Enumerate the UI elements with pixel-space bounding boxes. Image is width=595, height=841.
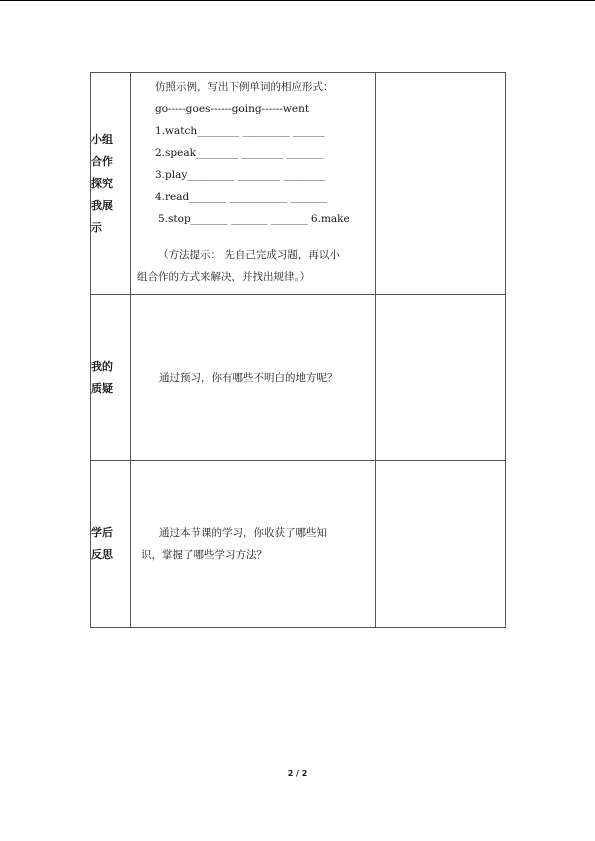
row-blank-cell [376, 295, 506, 461]
row-blank-cell [376, 461, 506, 628]
row-label-group-work [91, 73, 131, 295]
label-line: 我展 [91, 198, 113, 212]
exercise-line: 2.speak________ ________ _______ [155, 147, 324, 159]
exercise-line: 1.watch________ _________ ______ [155, 125, 325, 137]
row-content-group-work [131, 73, 376, 295]
label-line: 探究 [91, 176, 113, 190]
exercise-line: 5.stop_______ _______ _______ 6.make [158, 213, 350, 225]
row-content-questions [131, 295, 376, 461]
instruction-text: 仿照示例，写出下例单词的相应形式： [155, 81, 334, 93]
label-line: 小组 [91, 132, 113, 146]
example-text: go-----goes------going------went [155, 103, 310, 115]
table-row-group-work [91, 73, 506, 295]
reflection-prompt: 通过本节课的学习，你收获了哪些知 [159, 527, 327, 539]
row-content-reflection [131, 461, 376, 628]
worksheet-table [90, 72, 506, 628]
row-label-reflection [91, 461, 131, 628]
label-line: 示 [91, 220, 102, 234]
row-blank-cell [376, 73, 506, 295]
row-label-questions [91, 295, 131, 461]
label-line: 反思 [91, 548, 113, 561]
method-hint-text: （方法提示： 先自己完成习题，再以小 [158, 249, 340, 261]
top-border-line [0, 0, 595, 1]
table-row-reflection [91, 461, 506, 628]
label-line: 合作 [91, 154, 113, 168]
label-line: 质疑 [91, 381, 113, 395]
method-hint-text: 组合作的方式来解决，并找出规律。） [137, 271, 311, 283]
exercise-line: 4.read_______ ___________ _______ [155, 191, 328, 203]
exercise-line: 3.play_________ ________ ________ [155, 169, 326, 181]
table-row-questions [91, 295, 506, 461]
label-line: 我的 [91, 359, 113, 373]
question-prompt: 通过预习，你有哪些不明白的地方呢？ [159, 371, 338, 384]
reflection-prompt: 识，掌握了哪些学习方法？ [141, 549, 267, 561]
page-number: 2 / 2 [287, 769, 308, 778]
label-line: 学后 [91, 526, 113, 539]
